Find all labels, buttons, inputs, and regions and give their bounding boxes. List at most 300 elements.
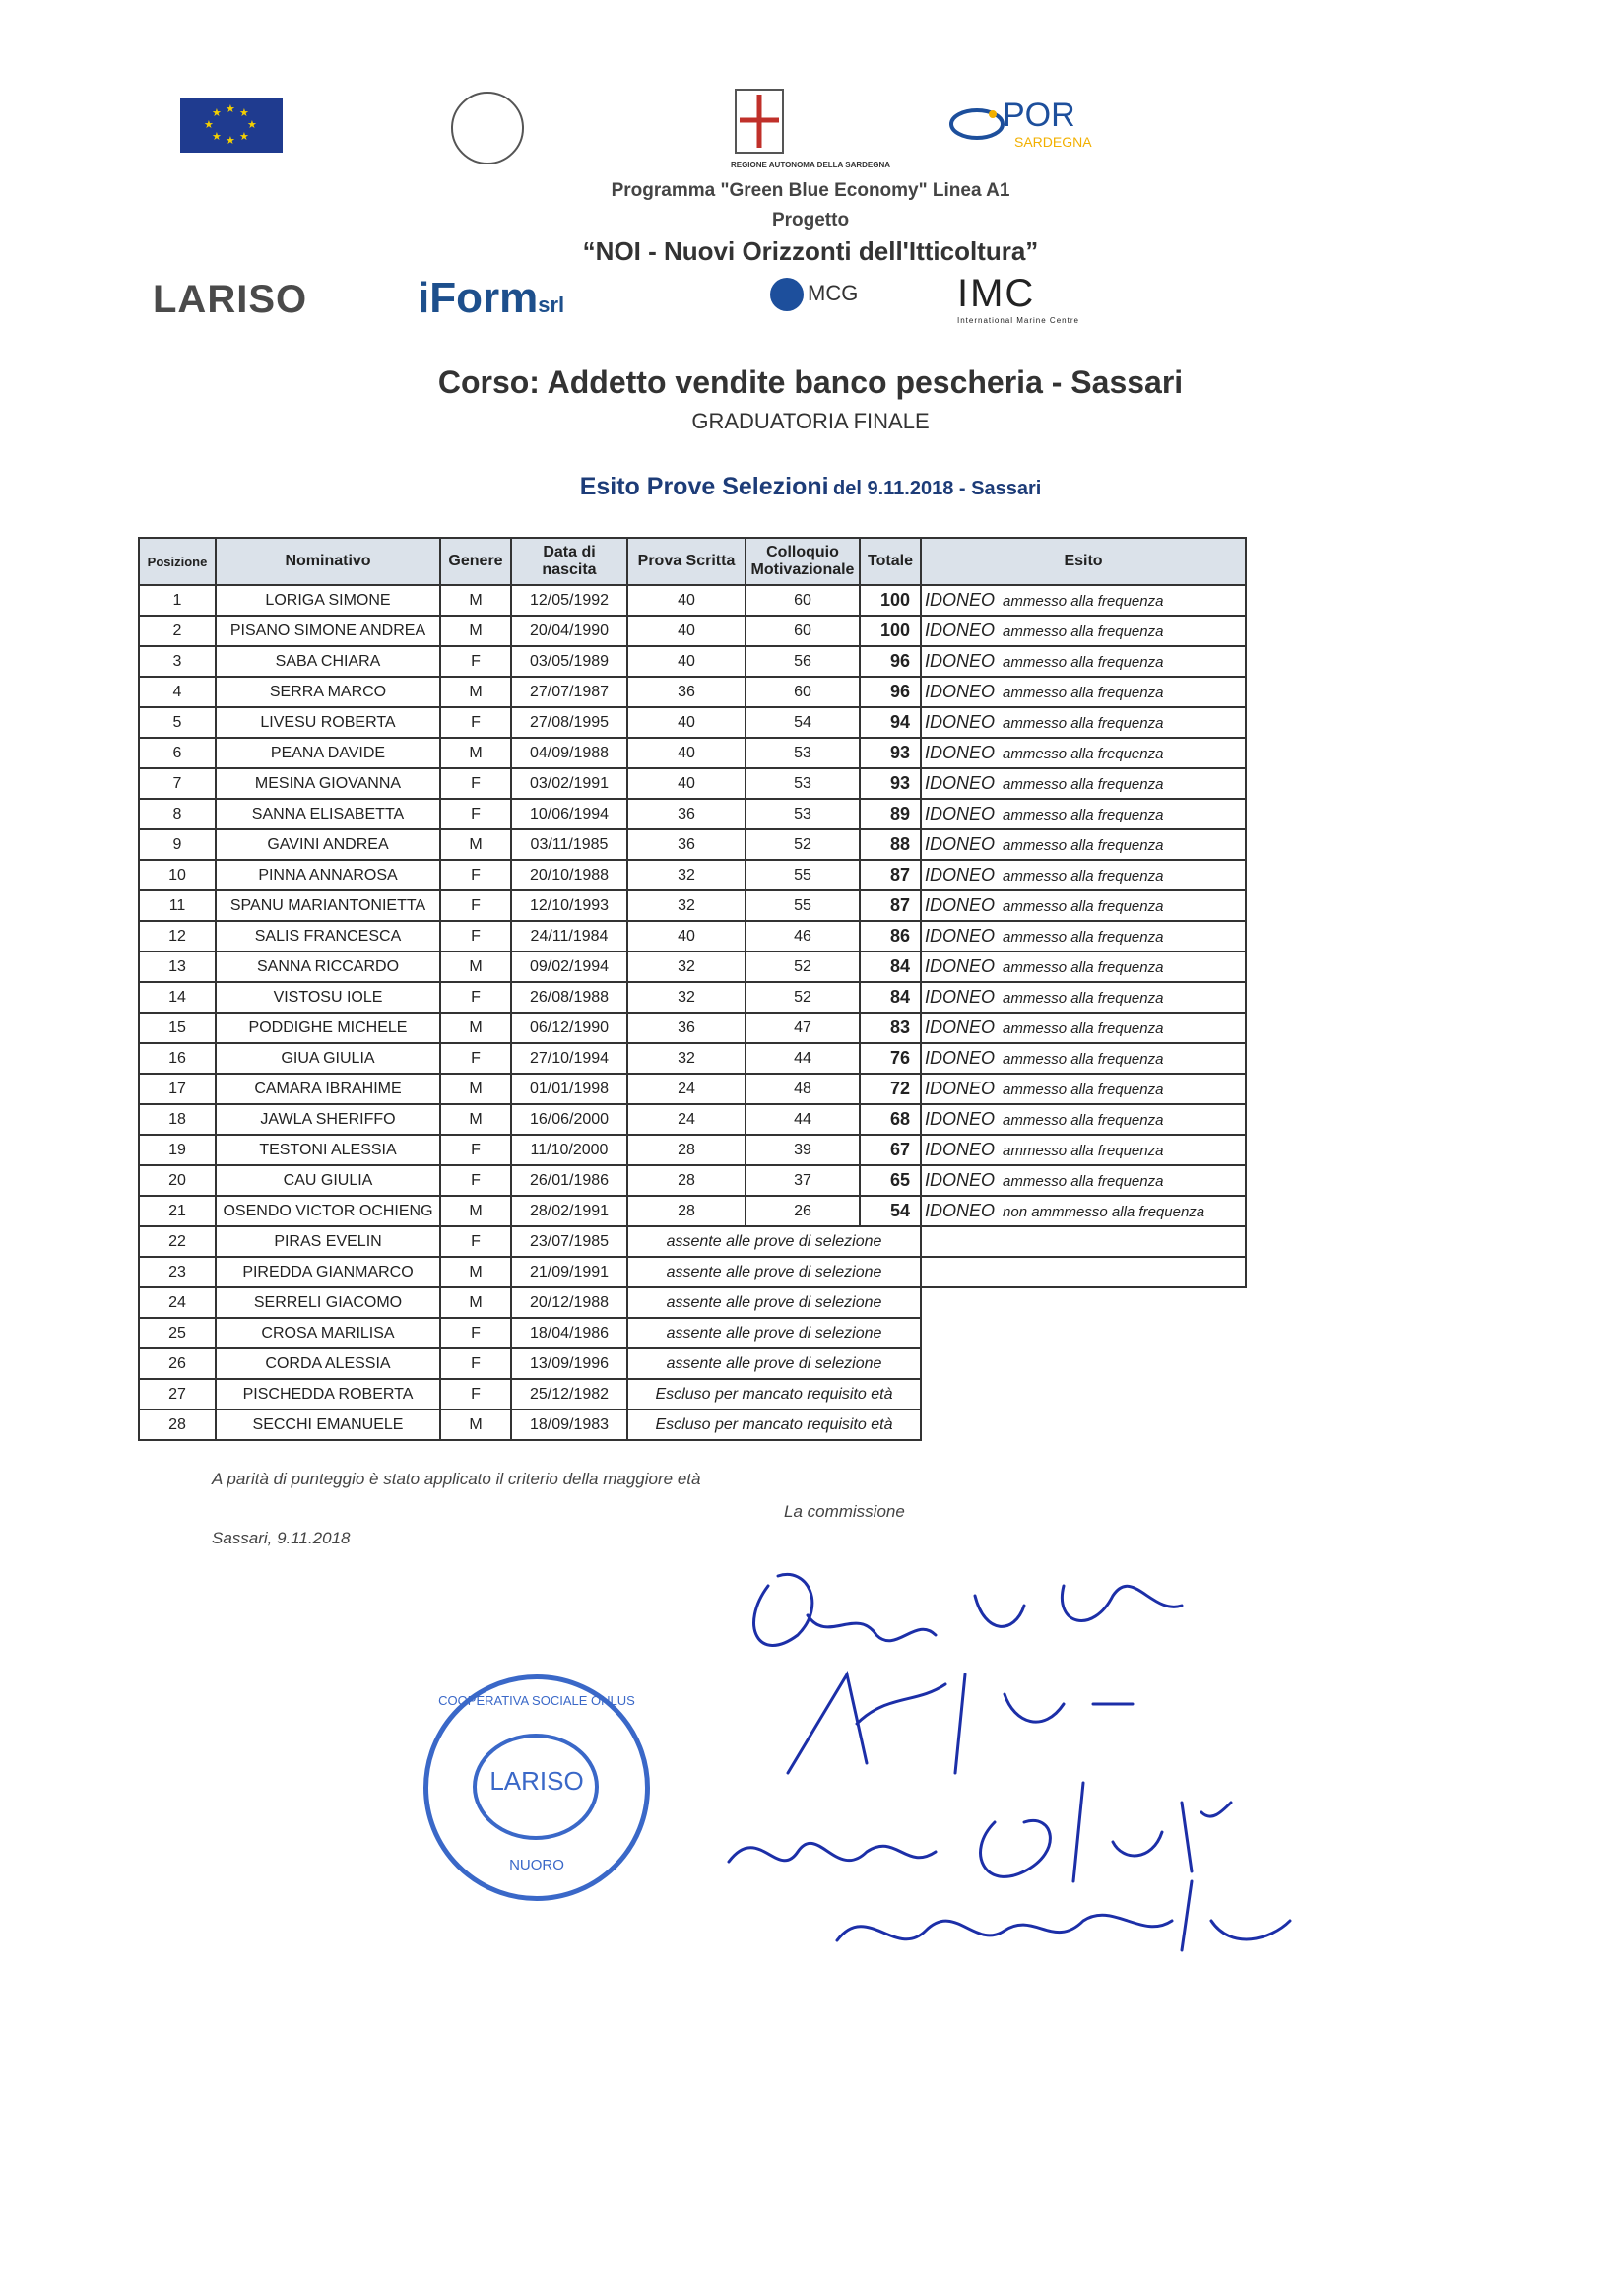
row-position: 16 [139, 1043, 216, 1074]
row-interview: 55 [746, 860, 860, 890]
row-name: PISCHEDDA ROBERTA [216, 1379, 440, 1410]
table-row [139, 951, 1246, 982]
row-birth-date: 06/12/1990 [511, 1013, 627, 1043]
row-name: OSENDO VICTOR OCHIENG [216, 1196, 440, 1226]
row-position: 23 [139, 1257, 216, 1287]
row-birth-date: 11/10/2000 [511, 1135, 627, 1165]
row-name: PIREDDA GIANMARCO [216, 1257, 440, 1287]
row-esito-detail: ammesso alla frequenza [1003, 929, 1164, 946]
row-esito-status: IDONEO [925, 743, 996, 762]
row-esito [921, 890, 1246, 921]
row-position: 25 [139, 1318, 216, 1348]
row-esito [921, 585, 1246, 616]
row-esito-status: IDONEO [925, 682, 996, 701]
eu-flag-logo: ★ ★ ★ ★ ★ ★ ★ ★ [180, 98, 283, 153]
row-interview: 55 [746, 890, 860, 921]
row-total: 100 [860, 616, 921, 646]
row-gender: M [440, 1287, 511, 1318]
row-gender: F [440, 860, 511, 890]
table-row [139, 1135, 1246, 1165]
row-esito-status: IDONEO [925, 1140, 996, 1159]
row-esito [921, 616, 1246, 646]
row-esito-detail: ammesso alla frequenza [1003, 898, 1164, 915]
row-birth-date: 09/02/1994 [511, 951, 627, 982]
row-esito-detail: ammesso alla frequenza [1003, 1082, 1164, 1098]
tie-break-note: A parità di punteggio è stato applicato il criterio della maggiore età [212, 1470, 701, 1488]
row-name: SANNA ELISABETTA [216, 799, 440, 829]
row-position: 4 [139, 677, 216, 707]
row-interview: 37 [746, 1165, 860, 1196]
row-position: 9 [139, 829, 216, 860]
row-written-test: 32 [627, 982, 746, 1013]
sardinia-crest-logo [735, 89, 784, 154]
row-birth-date: 27/07/1987 [511, 677, 627, 707]
row-esito-detail: ammesso alla frequenza [1003, 1020, 1164, 1037]
row-interview: 53 [746, 768, 860, 799]
row-esito-status: IDONEO [925, 1109, 996, 1129]
row-name: PINNA ANNAROSA [216, 860, 440, 890]
row-birth-date: 12/05/1992 [511, 585, 627, 616]
row-position: 13 [139, 951, 216, 982]
row-position: 28 [139, 1410, 216, 1440]
row-birth-date: 21/09/1991 [511, 1257, 627, 1287]
row-esito-status: IDONEO [925, 1079, 996, 1098]
table-row [139, 738, 1246, 768]
por-sardegna-logo [947, 97, 1095, 156]
row-gender: M [440, 1196, 511, 1226]
col-posizione: Posizione [139, 538, 216, 585]
course-subtitle: GRADUATORIA FINALE [691, 409, 930, 433]
row-written-test: 32 [627, 1043, 746, 1074]
row-name: CAU GIULIA [216, 1165, 440, 1196]
row-esito-detail: ammesso alla frequenza [1003, 959, 1164, 976]
row-gender: F [440, 646, 511, 677]
table-row [139, 1379, 1246, 1410]
row-esito-detail: ammesso alla frequenza [1003, 623, 1164, 640]
row-total: 87 [860, 890, 921, 921]
row-interview: 52 [746, 829, 860, 860]
row-total: 94 [860, 707, 921, 738]
row-name: LIVESU ROBERTA [216, 707, 440, 738]
row-position: 11 [139, 890, 216, 921]
row-birth-date: 20/10/1988 [511, 860, 627, 890]
row-esito-detail: non ammmesso alla frequenza [1003, 1204, 1205, 1220]
row-esito [921, 1196, 1246, 1226]
row-gender: F [440, 1165, 511, 1196]
row-esito-status: IDONEO [925, 987, 996, 1007]
row-interview: 54 [746, 707, 860, 738]
row-birth-date: 03/02/1991 [511, 768, 627, 799]
row-position: 24 [139, 1287, 216, 1318]
row-esito-detail: ammesso alla frequenza [1003, 715, 1164, 732]
row-interview: 60 [746, 616, 860, 646]
row-written-test: 24 [627, 1104, 746, 1135]
row-total: 89 [860, 799, 921, 829]
row-total: 93 [860, 768, 921, 799]
row-esito [921, 829, 1246, 860]
row-esito-empty [921, 1287, 1246, 1318]
row-interview: 44 [746, 1043, 860, 1074]
row-birth-date: 12/10/1993 [511, 890, 627, 921]
table-row [139, 1013, 1246, 1043]
row-esito-empty [921, 1379, 1246, 1410]
row-position: 27 [139, 1379, 216, 1410]
table-row [139, 1348, 1246, 1379]
row-esito [921, 951, 1246, 982]
row-birth-date: 27/10/1994 [511, 1043, 627, 1074]
row-name: MESINA GIOVANNA [216, 768, 440, 799]
row-esito-status: IDONEO [925, 956, 996, 976]
row-esito [921, 1013, 1246, 1043]
row-written-test: 36 [627, 1013, 746, 1043]
row-interview: 60 [746, 585, 860, 616]
row-interview: 47 [746, 1013, 860, 1043]
row-esito-detail: ammesso alla frequenza [1003, 1173, 1164, 1190]
row-birth-date: 18/09/1983 [511, 1410, 627, 1440]
table-row [139, 921, 1246, 951]
row-birth-date: 23/07/1985 [511, 1226, 627, 1257]
col-prova-scritta: Prova Scritta [627, 538, 746, 585]
row-esito [921, 1074, 1246, 1104]
table-row [139, 799, 1246, 829]
table-row [139, 1257, 1246, 1287]
row-interview: 53 [746, 799, 860, 829]
row-birth-date: 01/01/1998 [511, 1074, 627, 1104]
esito-heading: Esito Prove Selezioni del 9.11.2018 - Sassari [579, 473, 1042, 500]
table-row [139, 1104, 1246, 1135]
row-esito-detail: ammesso alla frequenza [1003, 807, 1164, 823]
row-written-test: 40 [627, 707, 746, 738]
project-label: Progetto [771, 210, 850, 230]
row-gender: M [440, 1074, 511, 1104]
row-total: 93 [860, 738, 921, 768]
row-position: 21 [139, 1196, 216, 1226]
row-position: 17 [139, 1074, 216, 1104]
row-position: 5 [139, 707, 216, 738]
row-esito-status: IDONEO [925, 712, 996, 732]
row-name: TESTONI ALESSIA [216, 1135, 440, 1165]
row-gender: M [440, 677, 511, 707]
row-esito-detail: ammesso alla frequenza [1003, 837, 1164, 854]
row-esito-status: IDONEO [925, 926, 996, 946]
row-gender: F [440, 799, 511, 829]
row-esito-detail: ammesso alla frequenza [1003, 776, 1164, 793]
project-title: “NOI - Nuovi Orizzonti dell'Itticoltura” [582, 236, 1039, 266]
row-gender: F [440, 1226, 511, 1257]
row-name: SABA CHIARA [216, 646, 440, 677]
imc-logo: IMC International Marine Centre [957, 272, 1079, 325]
row-note: Escluso per mancato requisito età [627, 1379, 921, 1410]
row-name: SERRA MARCO [216, 677, 440, 707]
row-position: 22 [139, 1226, 216, 1257]
row-position: 12 [139, 921, 216, 951]
row-position: 10 [139, 860, 216, 890]
col-esito: Esito [921, 538, 1246, 585]
row-total: 76 [860, 1043, 921, 1074]
row-birth-date: 20/12/1988 [511, 1287, 627, 1318]
row-birth-date: 20/04/1990 [511, 616, 627, 646]
row-name: SERRELI GIACOMO [216, 1287, 440, 1318]
row-note: assente alle prove di selezione [627, 1318, 921, 1348]
row-esito-status: IDONEO [925, 1201, 996, 1220]
row-gender: M [440, 1410, 511, 1440]
row-total: 86 [860, 921, 921, 951]
row-birth-date: 25/12/1982 [511, 1379, 627, 1410]
table-row [139, 1196, 1246, 1226]
row-esito-detail: ammesso alla frequenza [1003, 746, 1164, 762]
row-interview: 48 [746, 1074, 860, 1104]
row-name: PISANO SIMONE ANDREA [216, 616, 440, 646]
row-esito-status: IDONEO [925, 621, 996, 640]
col-genere: Genere [440, 538, 511, 585]
row-esito [921, 1165, 1246, 1196]
row-gender: F [440, 921, 511, 951]
row-birth-date: 28/02/1991 [511, 1196, 627, 1226]
row-gender: M [440, 738, 511, 768]
row-gender: F [440, 1348, 511, 1379]
row-esito-detail: ammesso alla frequenza [1003, 685, 1164, 701]
row-esito [921, 1104, 1246, 1135]
row-esito-empty [921, 1257, 1246, 1287]
row-gender: M [440, 1013, 511, 1043]
row-name: SANNA RICCARDO [216, 951, 440, 982]
row-total: 68 [860, 1104, 921, 1135]
row-total: 96 [860, 677, 921, 707]
row-total: 72 [860, 1074, 921, 1104]
table-row [139, 1318, 1246, 1348]
row-note: assente alle prove di selezione [627, 1287, 921, 1318]
row-esito [921, 982, 1246, 1013]
row-esito-detail: ammesso alla frequenza [1003, 868, 1164, 885]
row-written-test: 32 [627, 951, 746, 982]
row-gender: M [440, 1257, 511, 1287]
row-name: SECCHI EMANUELE [216, 1410, 440, 1440]
row-esito-empty [921, 1226, 1246, 1257]
row-note: assente alle prove di selezione [627, 1257, 921, 1287]
iform-logo: iFormsrl [418, 274, 565, 322]
row-total: 54 [860, 1196, 921, 1226]
row-esito [921, 799, 1246, 829]
col-nominativo: Nominativo [216, 538, 440, 585]
row-esito-empty [921, 1348, 1246, 1379]
row-position: 19 [139, 1135, 216, 1165]
row-name: PODDIGHE MICHELE [216, 1013, 440, 1043]
row-total: 87 [860, 860, 921, 890]
row-written-test: 28 [627, 1196, 746, 1226]
cooperative-stamp: LARISO COOPERATIVA SOCIALE ONLUS NUORO [423, 1674, 650, 1901]
table-row [139, 1287, 1246, 1318]
row-gender: M [440, 951, 511, 982]
row-esito-status: IDONEO [925, 773, 996, 793]
row-esito-detail: ammesso alla frequenza [1003, 654, 1164, 671]
row-esito [921, 768, 1246, 799]
row-written-test: 40 [627, 585, 746, 616]
table-row [139, 860, 1246, 890]
row-birth-date: 13/09/1996 [511, 1348, 627, 1379]
table-row [139, 707, 1246, 738]
row-interview: 26 [746, 1196, 860, 1226]
row-esito-detail: ammesso alla frequenza [1003, 1143, 1164, 1159]
row-gender: M [440, 616, 511, 646]
table-row [139, 677, 1246, 707]
results-table [138, 537, 1247, 1441]
italian-republic-emblem [451, 92, 524, 164]
row-gender: F [440, 1379, 511, 1410]
row-position: 2 [139, 616, 216, 646]
row-esito-status: IDONEO [925, 804, 996, 823]
row-esito-status: IDONEO [925, 865, 996, 885]
row-name: PEANA DAVIDE [216, 738, 440, 768]
row-esito-detail: ammesso alla frequenza [1003, 990, 1164, 1007]
row-name: GIUA GIULIA [216, 1043, 440, 1074]
table-row [139, 1226, 1246, 1257]
row-birth-date: 26/01/1986 [511, 1165, 627, 1196]
row-name: CROSA MARILISA [216, 1318, 440, 1348]
row-gender: M [440, 585, 511, 616]
table-row [139, 1074, 1246, 1104]
row-interview: 52 [746, 982, 860, 1013]
row-gender: M [440, 829, 511, 860]
table-row [139, 890, 1246, 921]
row-interview: 39 [746, 1135, 860, 1165]
row-gender: F [440, 890, 511, 921]
row-total: 83 [860, 1013, 921, 1043]
row-name: VISTOSU IOLE [216, 982, 440, 1013]
row-note: assente alle prove di selezione [627, 1348, 921, 1379]
por-text: POR [1003, 97, 1075, 134]
row-name: JAWLA SHERIFFO [216, 1104, 440, 1135]
row-written-test: 24 [627, 1074, 746, 1104]
row-total: 96 [860, 646, 921, 677]
row-total: 84 [860, 951, 921, 982]
table-row [139, 1043, 1246, 1074]
row-written-test: 36 [627, 799, 746, 829]
row-position: 18 [139, 1104, 216, 1135]
row-written-test: 36 [627, 829, 746, 860]
row-esito [921, 921, 1246, 951]
row-position: 20 [139, 1165, 216, 1196]
row-esito-detail: ammesso alla frequenza [1003, 1051, 1164, 1068]
col-colloquio: Colloquio Motivazionale [746, 538, 860, 585]
row-birth-date: 16/06/2000 [511, 1104, 627, 1135]
region-label: REGIONE AUTONOMA DELLA SARDEGNA [730, 161, 891, 169]
row-esito-status: IDONEO [925, 895, 996, 915]
row-interview: 56 [746, 646, 860, 677]
row-gender: M [440, 1104, 511, 1135]
row-interview: 44 [746, 1104, 860, 1135]
row-name: GAVINI ANDREA [216, 829, 440, 860]
row-esito-status: IDONEO [925, 1017, 996, 1037]
row-interview: 60 [746, 677, 860, 707]
table-row [139, 616, 1246, 646]
row-written-test: 32 [627, 860, 746, 890]
row-written-test: 40 [627, 616, 746, 646]
row-written-test: 36 [627, 677, 746, 707]
row-esito-status: IDONEO [925, 834, 996, 854]
row-birth-date: 26/08/1988 [511, 982, 627, 1013]
row-name: PIRAS EVELIN [216, 1226, 440, 1257]
row-interview: 46 [746, 921, 860, 951]
row-gender: F [440, 1043, 511, 1074]
row-name: CORDA ALESSIA [216, 1348, 440, 1379]
row-esito-status: IDONEO [925, 1170, 996, 1190]
row-esito-detail: ammesso alla frequenza [1003, 1112, 1164, 1129]
course-title: Corso: Addetto vendite banco pescheria - Sassari [437, 364, 1184, 400]
row-written-test: 32 [627, 890, 746, 921]
row-esito [921, 677, 1246, 707]
row-esito [921, 646, 1246, 677]
row-esito-status: IDONEO [925, 651, 996, 671]
place-date: Sassari, 9.11.2018 [212, 1529, 351, 1547]
row-esito-status: IDONEO [925, 1048, 996, 1068]
row-esito-detail: ammesso alla frequenza [1003, 593, 1164, 610]
row-position: 3 [139, 646, 216, 677]
row-birth-date: 03/11/1985 [511, 829, 627, 860]
commission-signatures [719, 1527, 1329, 1980]
row-position: 8 [139, 799, 216, 829]
col-data-nascita: Data di nascita [511, 538, 627, 585]
por-subtext: SARDEGNA [1014, 134, 1092, 150]
table-row [139, 646, 1246, 677]
row-birth-date: 04/09/1988 [511, 738, 627, 768]
table-body [139, 585, 1246, 1440]
table-row [139, 1165, 1246, 1196]
row-gender: F [440, 707, 511, 738]
row-written-test: 40 [627, 738, 746, 768]
row-birth-date: 18/04/1986 [511, 1318, 627, 1348]
table-row [139, 585, 1246, 616]
row-birth-date: 27/08/1995 [511, 707, 627, 738]
row-total: 100 [860, 585, 921, 616]
row-position: 6 [139, 738, 216, 768]
table-row [139, 1410, 1246, 1440]
row-esito-empty [921, 1318, 1246, 1348]
row-birth-date: 24/11/1984 [511, 921, 627, 951]
row-name: SPANU MARIANTONIETTA [216, 890, 440, 921]
table-row [139, 768, 1246, 799]
row-gender: F [440, 768, 511, 799]
row-birth-date: 10/06/1994 [511, 799, 627, 829]
row-name: CAMARA IBRAHIME [216, 1074, 440, 1104]
row-position: 1 [139, 585, 216, 616]
row-esito [921, 738, 1246, 768]
table-row [139, 982, 1246, 1013]
col-totale: Totale [860, 538, 921, 585]
row-position: 26 [139, 1348, 216, 1379]
row-esito-empty [921, 1410, 1246, 1440]
row-total: 65 [860, 1165, 921, 1196]
row-written-test: 28 [627, 1165, 746, 1196]
row-name: LORIGA SIMONE [216, 585, 440, 616]
row-position: 15 [139, 1013, 216, 1043]
row-name: SALIS FRANCESCA [216, 921, 440, 951]
row-written-test: 40 [627, 768, 746, 799]
row-gender: F [440, 1135, 511, 1165]
row-esito [921, 860, 1246, 890]
row-interview: 53 [746, 738, 860, 768]
row-note: Escluso per mancato requisito età [627, 1410, 921, 1440]
table-header-row [139, 538, 1246, 585]
row-written-test: 28 [627, 1135, 746, 1165]
lariso-logo: LARISO [153, 278, 308, 321]
row-total: 67 [860, 1135, 921, 1165]
row-note: assente alle prove di selezione [627, 1226, 921, 1257]
row-esito [921, 1043, 1246, 1074]
programme-line: Programma "Green Blue Economy" Linea A1 [611, 180, 1010, 201]
row-total: 88 [860, 829, 921, 860]
commission-label: La commissione [784, 1502, 905, 1521]
row-gender: F [440, 1318, 511, 1348]
